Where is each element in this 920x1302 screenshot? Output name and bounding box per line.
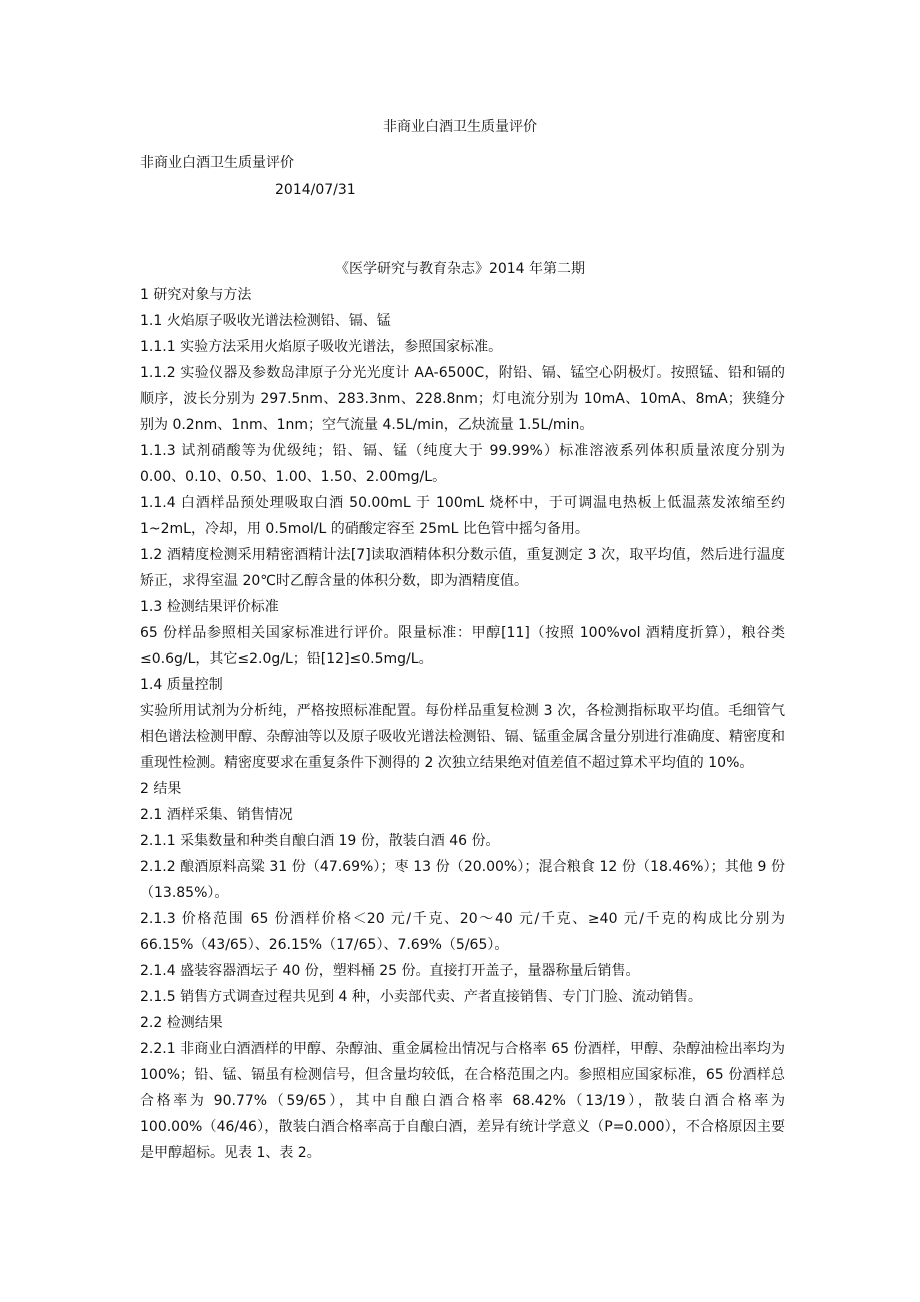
paragraph: 1.1.4 白酒样品预处理吸取白酒 50.00mL 于 100mL 烧杯中，于可调温电热板上低温蒸发浓缩至约 1~2mL，冷却，用 0.5mol/L 的硝酸定容至 25mL 比色管中摇匀备用。 xyxy=(140,495,785,537)
paragraph: 65 份样品参照相关国家标准进行评价。限量标准：甲醇[11]（按照 100%vol 酒精度折算），粮谷类≤0.6g/L，其它≤2.0g/L；铅[12]≤0.5mg/L。 xyxy=(140,625,785,667)
section-heading: 1.3 检测结果评价标准 xyxy=(140,599,279,615)
paragraph: 2.1.5 销售方式调查过程共见到 4 种，小卖部代卖、产者直接销售、专门门脸、流动销售。 xyxy=(140,989,702,1005)
section-heading: 1 研究对象与方法 xyxy=(140,287,252,303)
document-subtitle: 非商业白酒卫生质量评价 xyxy=(140,155,294,171)
document-title: 非商业白酒卫生质量评价 xyxy=(383,119,537,135)
paragraph: 1.1.3 试剂硝酸等为优级纯；铅、镉、锰（纯度大于 99.99%）标准溶液系列体积质量浓度分别为 0.00、0.10、0.50、1.00、1.50、2.00mg/L。 xyxy=(140,443,785,485)
paragraph: 2.1.1 采集数量和种类自酿白酒 19 份，散装白酒 46 份。 xyxy=(140,833,500,849)
section-heading: 2.2 检测结果 xyxy=(140,1015,223,1031)
section-heading: 2.1 酒样采集、销售情况 xyxy=(140,807,293,823)
paragraph: 实验所用试剂为分析纯，严格按照标准配置。每份样品重复检测 3 次，各检测指标取平均值。毛细管气相色谱法检测甲醇、杂醇油等以及原子吸收光谱法检测铅、镉、锰重金属含量分别进行准确度、精密度和重现性检测。精密度要求在重复条件下测得的 2 次独立结果绝对值差值不超过算术平均值的 10%。 xyxy=(140,703,785,771)
publish-date: 2014/07/31 xyxy=(275,182,356,198)
paragraph: 1.2 酒精度检测采用精密酒精计法[7]读取酒精体积分数示值，重复测定 3 次，取平均值，然后进行温度矫正，求得室温 20℃时乙醇含量的体积分数，即为酒精度值。 xyxy=(140,547,785,589)
paragraph: 1.1.2 实验仪器及参数岛津原子分光光度计 AA-6500C，附铅、镉、锰空心阴极灯。按照锰、铅和镉的顺序，波长分别为 297.5nm、283.3nm、228.8nm；灯电流分别为 10mA、10mA、8mA；狭缝分别为 0.2nm、1nm、1nm；空气流量 4.5L/min，乙炔流量 1.5L/min。 xyxy=(140,365,785,433)
paragraph: 2.1.3 价格范围 65 份酒样价格＜20 元/千克、20～40 元/千克、≥40 元/千克的构成比分别为 66.15%（43/65）、26.15%（17/65）、7.69%（5/65）。 xyxy=(140,911,785,953)
paragraph: 2.2.1 非商业白酒酒样的甲醇、杂醇油、重金属检出情况与合格率 65 份酒样，甲醇、杂醇油检出率均为 100%；铅、锰、镉虽有检测信号，但含量均较低，在合格范围之内。参照相应国家标准，65 份酒样总合格率为 90.77%（59/65），其中自酿白酒合格率 68.42%（13/19），散装白酒合格率为 100.00%（46/46），散装白酒合格率高于自酿白酒，差异有统计学意义（P=0.000），不合格原因主要是甲醇超标。见表 1、表 2。 xyxy=(140,1041,785,1161)
journal-source: 《医学研究与教育杂志》2014 年第二期 xyxy=(334,261,586,277)
article-body xyxy=(140,282,785,1166)
section-heading: 1.1 火焰原子吸收光谱法检测铅、镉、锰 xyxy=(140,313,391,329)
paragraph: 2.1.2 酿酒原料高粱 31 份（47.69%）；枣 13 份（20.00%）；混合粮食 12 份（18.46%）；其他 9 份（13.85%）。 xyxy=(140,859,785,901)
paragraph: 1.1.1 实验方法采用火焰原子吸收光谱法，参照国家标准。 xyxy=(140,339,503,355)
section-heading: 2 结果 xyxy=(140,781,182,797)
section-heading: 1.4 质量控制 xyxy=(140,677,223,693)
paragraph: 2.1.4 盛装容器酒坛子 40 份，塑料桶 25 份。直接打开盖子，量器称量后销售。 xyxy=(140,963,640,979)
